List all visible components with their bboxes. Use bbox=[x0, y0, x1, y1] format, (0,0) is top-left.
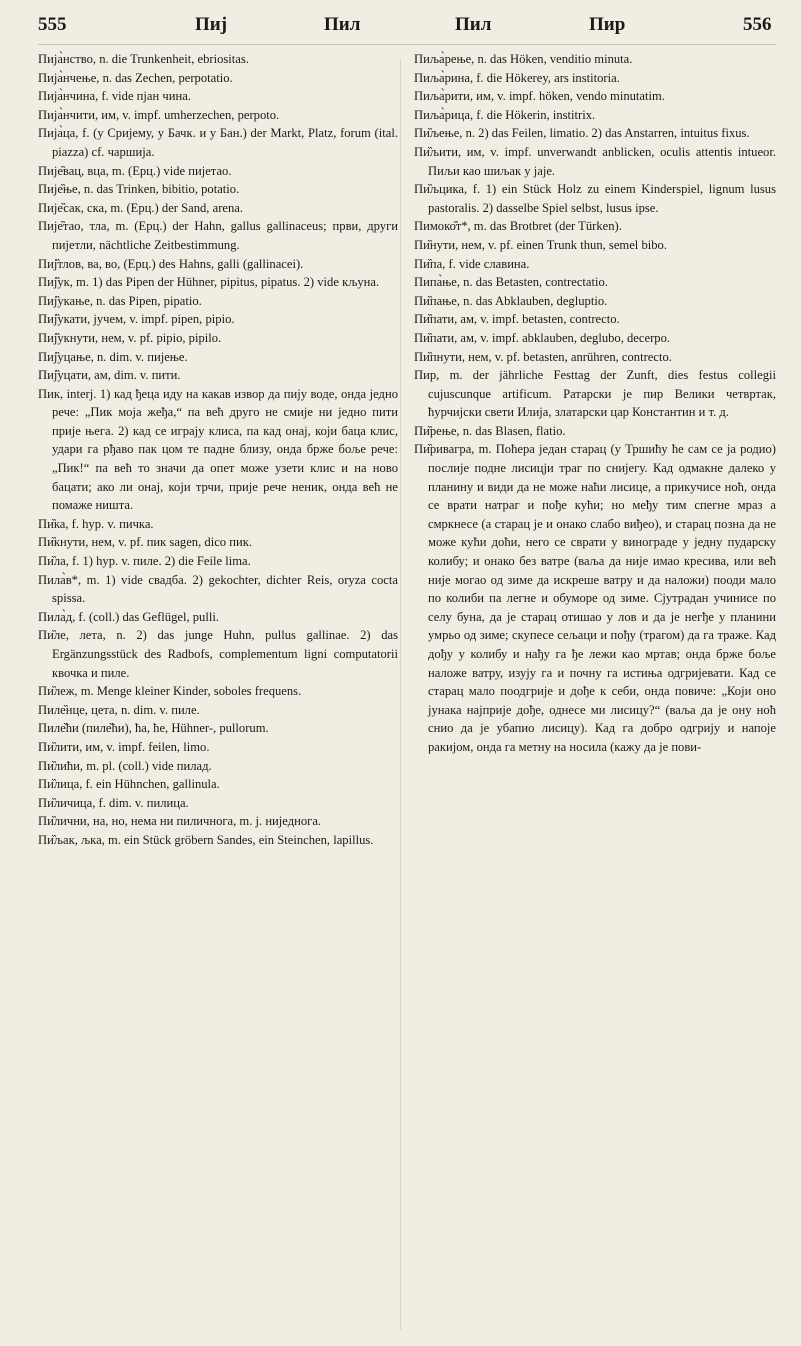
left-page-number: 555 bbox=[38, 14, 67, 35]
dictionary-entry: Пи̏кнути, нем, v. pf. пик sagen, dico пик. bbox=[38, 535, 252, 550]
dictionary-entry: Пи̏ле, лета, n. 2) das junge Huhn, pullus gallinae. 2) das Ergänzungsstück des Radbofs, complementum ligni computatorii квочка и пиле. bbox=[38, 628, 398, 680]
dictionary-entry: Пик, interj. 1) кад ђеца иду на какав извор да пију воде, онда једно рече: „Пик моја жеђа,“ па већ друго не смије ни једно пити прије њега. 2) кад се играју клиса, па кад онај, који баца клис, удари га рђаво пак цом те падне близу, онда брже боље рече: „Пик!“ па већ то значи да опет може узети клис и на ново бацати; ако ли онај, који трчи, прије рече неник, онда већ не помаже ништа. bbox=[38, 386, 398, 513]
dictionary-entry: Пије̏вац, вца, m. (Ерц.) vide пијетао. bbox=[38, 163, 232, 178]
right-column bbox=[414, 50, 776, 1340]
right-page-number: 556 bbox=[743, 14, 772, 35]
dictionary-entry: Пија̀нчина, f. vide пјан чина. bbox=[38, 89, 191, 104]
dictionary-entry: Пиле̏нце, цета, n. dim. v. пиле. bbox=[38, 702, 200, 717]
dictionary-entry: Пиј̏уцање, n. dim. v. пијење. bbox=[38, 349, 188, 364]
dictionary-entry: Пи̏ла, f. 1) hyp. v. пиле. 2) die Feile lima. bbox=[38, 554, 251, 569]
left-guide-word-1: Пиј bbox=[195, 14, 228, 35]
dictionary-entry: Пи̏лити, им, v. impf. feilen, limo. bbox=[38, 739, 210, 754]
dictionary-entry: Пије̏ње, n. das Trinken, bibitio, potatio. bbox=[38, 182, 240, 197]
dictionary-entry: Пимоко̏т*, m. das Brotbret (der Türken). bbox=[414, 219, 622, 234]
dictionary-entry: Пиља̀рина, f. die Hökerey, ars institoria. bbox=[414, 70, 620, 85]
dictionary-entry: Пила̀в*, m. 1) vide свадба. 2) gekochter, dichter Reis, oryza cocta spissa. bbox=[38, 572, 398, 606]
dictionary-entry: Пиле̏ћи (пиле̏ћи), ћа, ће, Hühner-, pullorum. bbox=[38, 721, 269, 736]
dictionary-entry: Пи̏леж, m. Menge kleiner Kinder, soboles frequens. bbox=[38, 684, 302, 699]
dictionary-entry: Пи̏љцика, f. 1) ein Stück Holz zu einem Kinderspiel, lignum lusus pastoralis. 2) dasselbe Spiel selbst, lusus ipse. bbox=[414, 182, 776, 215]
dictionary-entry: Пи̏љак, љка, m. ein Stück gröbern Sandes, ein Steinchen, lapillus. bbox=[38, 832, 374, 847]
dictionary-entry: Пи̏лићи, m. pl. (coll.) vide пилад. bbox=[38, 758, 212, 773]
dictionary-entry: Пила̀д, f. (coll.) das Geflügel, pulli. bbox=[38, 609, 220, 624]
dictionary-entry: Пиј̏укати, јучем, v. impf. pipen, pipio. bbox=[38, 312, 235, 327]
right-guide-word-2: Пир bbox=[589, 14, 626, 35]
dictionary-entry: Пир, m. der jährliche Festtag der Zunft, dies festus collegii cujuscunque artificum. Ратарски је пир Велики четвртак, ћурчијски свети Илија, златарски цар Константин и т. д. bbox=[414, 368, 776, 420]
dictionary-entry: Пи̏љење, n. 2) das Feilen, limatio. 2) das Anstarren, intuitus fixus. bbox=[414, 126, 750, 141]
dictionary-entry: Пиј̏уцати, ам, dim. v. пити. bbox=[38, 368, 181, 383]
right-guide-word-1: Пил bbox=[455, 14, 492, 35]
dictionary-entry: Пиј̏укање, n. das Pipen, pipatio. bbox=[38, 293, 202, 308]
dictionary-entry: Пи̏ривагра, m. Поћера један старац (у Тршићу ће сам се ја родио) послије подне лисицји траг по снијегу. Кад одмакне далеко у планину и види да не може наћи лисице, а прикучисе ноћ, онда се врати натраг и пођe кући; но међу тим спегне мраз а смркнесе (а старац је и онако слабо виђео), и старац позна да не може кући доћи, него се сврати у винограде у једну пударску колибу; и онако без ватре (ваља да није имао кресива, или већ није могао од зиме да искреше ватру и да наложи) пооди мало по колиби па легне и обуморе од зиме. Сјутрадан учинисе по селу буна, да је старац отишао у лов и да је негђе у планини умрьо од зиме; скупесе сељаци и пођу (трагом) да га траже. Кад дођу у колибу и нађу га ђе лежи као мртав; онда брже боље наложе ватру, изују га и почну га истиња одгријевати. Кад се старац мало поодгрије и дође к себи, онда повиче: „Који оно јунака најприје дође, однесе ми лисицу?“ (ваља да је ону ноћ снио да је убапио лисицу). Кад га добро одгрију и напоје ракијом, онда га метну на носила (кажу да је пови- bbox=[414, 442, 776, 754]
dictionary-entry: Пија̀нчити, им, v. impf. umherzechen, perpoto. bbox=[38, 107, 280, 122]
dictionary-entry: Пи̏личица, f. dim. v. пилица. bbox=[38, 795, 189, 810]
dictionary-entry: Пи̏рење, n. das Blasen, flatio. bbox=[414, 423, 566, 438]
dictionary-entry: Пиља̀рити, им, v. impf. höken, vendo minutatim. bbox=[414, 89, 665, 104]
dictionary-entry: Пија̀нство, n. die Trunkenheit, ebriositas. bbox=[38, 52, 249, 66]
dictionary-entry: Пи̏ка, f. hyp. v. пичка. bbox=[38, 516, 154, 531]
dictionary-entry: Пиј̏ук, m. 1) das Pipen der Hühner, pipitus, pipatus. 2) vide кљуна. bbox=[38, 275, 380, 290]
dictionary-entry: Пије̏тао, тла, m. (Ерц.) der Hahn, gallus gallinaceus; први, други пијетли, nächtliche Zeitbestimmung. bbox=[38, 219, 398, 252]
dictionary-entry: Пипа̀ње, n. das Betasten, contrectatio. bbox=[414, 275, 608, 290]
dictionary-entry: Пиј̏укнути, нем, v. pf. pipio, pipilo. bbox=[38, 330, 222, 345]
dictionary-entry: Пи̏љити, им, v. impf. unverwandt anblicken, oculis attentis intueor. Пиљи као шиљак у јаје. bbox=[414, 144, 776, 178]
dictionary-entry: Пи̏пнути, нем, v. pf. betasten, anrühren, contrecto. bbox=[414, 349, 672, 364]
dictionary-entry: Пи̏лични, на, но, нема ни пиличнога, m. j. ниједнога. bbox=[38, 814, 322, 829]
dictionary-entry: Пи̏пати, ам, v. impf. betasten, contrecto. bbox=[414, 312, 620, 327]
dictionary-entry: Пије̏сак, ска, m. (Ерц.) der Sand, arena. bbox=[38, 200, 244, 215]
dictionary-entry: Пи̏лица, f. ein Hühnchen, gallinula. bbox=[38, 777, 220, 792]
dictionary-entry: Пиј̏тлов, ва, во, (Ерц.) des Hahns, galli (gallinacei). bbox=[38, 256, 304, 271]
dictionary-entry: Пија̀ца, f. (у Сријему, у Бачк. и у Бан.) der Markt, Platz, forum (ital. piazza) cf. чаршија. bbox=[38, 126, 398, 159]
dictionary-entry: Пи̏пање, n. das Abklauben, degluptio. bbox=[414, 293, 608, 308]
dictionary-entry: Пи̏па, f. vide славина. bbox=[414, 256, 530, 271]
dictionary-entry: Пи̏нути, нем, v. pf. einen Trunk thun, semel bibo. bbox=[414, 237, 667, 252]
page-header bbox=[38, 14, 776, 44]
dictionary-entry: Пија̀нчење, n. das Zechen, perpotatio. bbox=[38, 70, 233, 85]
column-divider bbox=[400, 60, 401, 1330]
left-guide-word-2: Пил bbox=[324, 14, 361, 35]
header-rule bbox=[38, 44, 776, 45]
dictionary-entry: Пиља̀рица, f. die Hökerin, institrix. bbox=[414, 107, 596, 122]
dictionary-entry: Пиља̀рење, n. das Höken, venditio minuta. bbox=[414, 52, 633, 66]
dictionary-entry: Пи̏пати, ам, v. impf. abklauben, deglubo, decerpo. bbox=[414, 330, 671, 345]
left-column bbox=[38, 50, 398, 1340]
